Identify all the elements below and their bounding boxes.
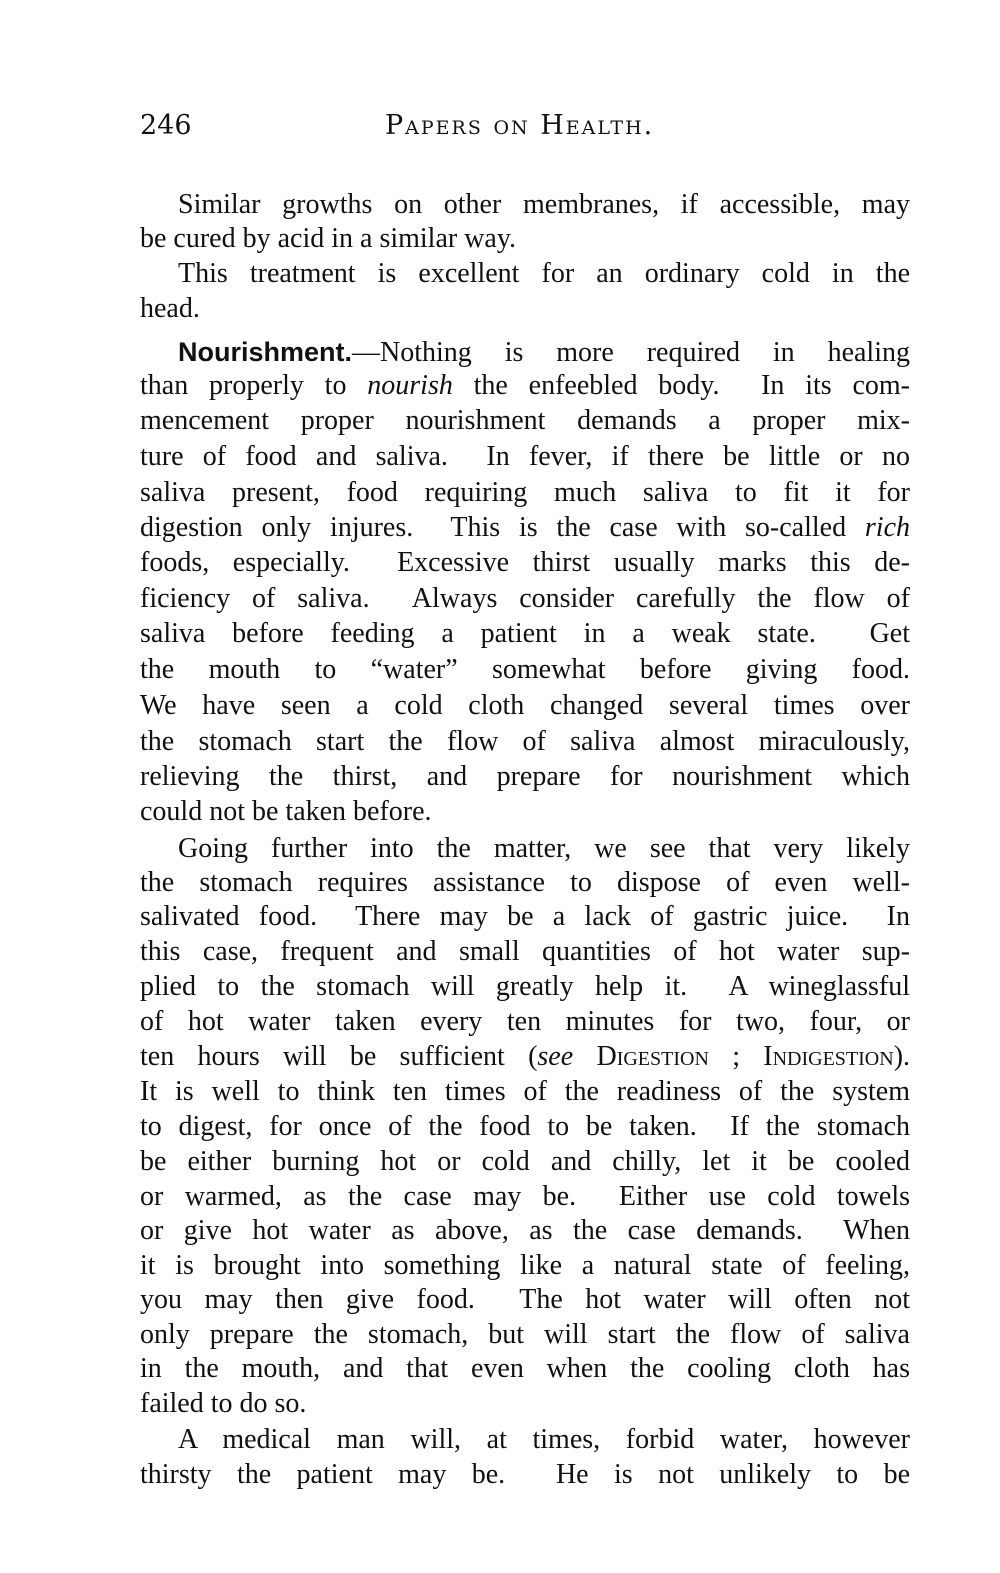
text-line (140, 222, 910, 256)
text-line (140, 1145, 910, 1179)
text-run: failed to do so. (140, 1388, 307, 1419)
text-line (140, 935, 910, 969)
section-heading: Nourishment. (178, 337, 353, 367)
text-run: than properly to (140, 370, 368, 401)
cross-reference: Digestion (596, 1041, 709, 1072)
text-line (140, 970, 910, 1004)
text-line (140, 866, 910, 900)
text-line (140, 476, 910, 510)
cross-reference: Indigestion (763, 1041, 894, 1072)
text-run: salivated food. There may be a lack of gastric juice. In (140, 901, 910, 932)
text-run: in the mouth, and that even when the cooling cloth has (140, 1353, 910, 1384)
text-line (140, 900, 910, 934)
text-line (140, 1040, 910, 1074)
text-run: We have seen a cold cloth changed several times over (140, 690, 910, 721)
text-run: ). (893, 1041, 911, 1072)
text-run: —Nothing is more required in healing (352, 337, 910, 368)
text-line (140, 440, 910, 474)
text-line (140, 1318, 910, 1352)
text-line (140, 1283, 910, 1317)
text-line (178, 1423, 910, 1457)
text-run: relieving the thirst, and prepare for nourishment which (140, 761, 910, 792)
text-line (140, 617, 910, 651)
text-line (140, 760, 910, 794)
text-run: or warmed, as the case may be. Either use cold towels (140, 1181, 910, 1212)
text-line (140, 795, 910, 829)
italic-text: nourish (367, 370, 453, 401)
text-run: A medical man will, at times, forbid water, however (178, 1424, 910, 1455)
text-run: of hot water taken every ten minutes for two, four, or (140, 1006, 910, 1037)
text-run: only prepare the stomach, but will start the flow of saliva (140, 1319, 910, 1350)
text-run: could not be taken before. (140, 796, 432, 827)
text-run: ; (708, 1041, 764, 1072)
text-run: ficiency of saliva. Always consider carefully the flow of (140, 583, 910, 614)
text-run: this case, frequent and small quantities of hot water sup- (140, 936, 910, 967)
text-run: or give hot water as above, as the case demands. When (140, 1215, 910, 1246)
text-line (140, 653, 910, 687)
text-line (178, 335, 910, 369)
text-run: it is brought into something like a natural state of feeling, (140, 1250, 910, 1281)
running-head: Papers on Health. (385, 110, 655, 141)
text-line (140, 1005, 910, 1039)
text-line (140, 292, 910, 326)
text-run: thirsty the patient may be. He is not unlikely to be (140, 1459, 910, 1490)
text-run: saliva before feeding a patient in a weak state. Get (140, 618, 910, 649)
text-run: be either burning hot or cold and chilly, let it be cooled (140, 1146, 910, 1177)
text-line (140, 1458, 910, 1492)
text-line (140, 1075, 910, 1109)
italic-text: rich (864, 512, 910, 543)
text-line (178, 188, 910, 222)
text-line (178, 257, 910, 291)
text-line (140, 689, 910, 723)
text-line (140, 404, 910, 438)
text-run: saliva present, food requiring much saliva to fit it for (140, 477, 910, 508)
text-line (140, 725, 910, 759)
text-run: foods, especially. Excessive thirst usually marks this de- (140, 547, 910, 578)
text-run: head. (140, 293, 200, 324)
text-line (140, 546, 910, 580)
text-run: Similar growths on other membranes, if accessible, may (178, 189, 910, 220)
text-run: ten hours will be sufficient ( (140, 1041, 538, 1072)
text-run: the enfeebled body. In its com- (452, 370, 911, 401)
text-line (140, 582, 910, 616)
text-run: plied to the stomach will greatly help it. A wineglassful (140, 971, 910, 1002)
text-run: to digest, for once of the food to be taken. If the stomach (140, 1111, 910, 1142)
text-line (178, 832, 910, 866)
text-line (140, 1249, 910, 1283)
text-line (140, 369, 910, 403)
text-run: you may then give food. The hot water will often not (140, 1284, 910, 1315)
text-line (140, 1180, 910, 1214)
text-run: digestion only injures. This is the case with so-called (140, 512, 865, 543)
text-run: the stomach start the flow of saliva almost miraculously, (140, 726, 910, 757)
page-number: 246 (140, 110, 192, 141)
text-line (140, 1214, 910, 1248)
text-run: This treatment is excellent for an ordinary cold in the (178, 258, 910, 289)
text-line (140, 1110, 910, 1144)
text-line (140, 1387, 910, 1421)
text-run: Going further into the matter, we see that very likely (178, 833, 910, 864)
text-run (573, 1041, 596, 1072)
text-run: It is well to think ten times of the readiness of the system (140, 1076, 910, 1107)
italic-text: see (537, 1041, 574, 1072)
text-run: mencement proper nourishment demands a proper mix- (140, 405, 910, 436)
text-run: be cured by acid in a similar way. (140, 223, 517, 254)
text-run: the stomach requires assistance to dispose of even well- (140, 867, 910, 898)
text-line (140, 511, 910, 545)
text-run: the mouth to “water” somewhat before giving food. (140, 654, 910, 685)
text-run: ture of food and saliva. In fever, if there be little or no (140, 441, 910, 472)
text-line (140, 1352, 910, 1386)
